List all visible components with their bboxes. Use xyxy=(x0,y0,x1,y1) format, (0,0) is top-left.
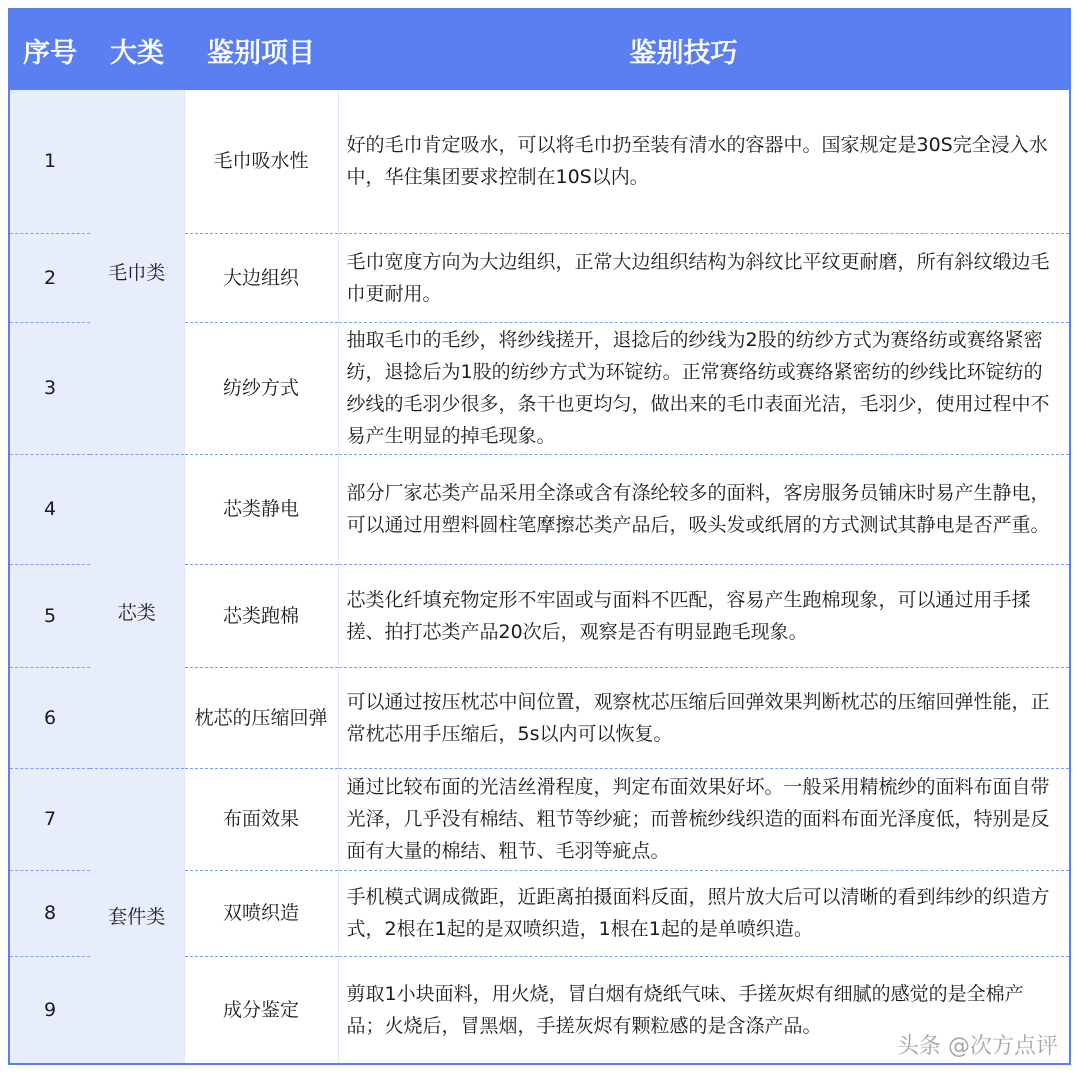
row-tip: 可以通过按压枕芯中间位置，观察枕芯压缩后回弹效果判断枕芯的压缩回弹性能，正常枕芯用手压缩后，5s以内可以恢复。 xyxy=(338,667,1069,768)
row-number: 4 xyxy=(10,454,90,564)
row-item: 芯类跑棉 xyxy=(184,564,338,667)
row-tip: 剪取1小块面料，用火烧，冒白烟有烧纸气味、手搓灰烬有细腻的感觉的是全棉产品；火烧后，冒黑烟，手搓灰烬有颗粒感的是含涤产品。 xyxy=(338,956,1069,1063)
watermark: 头条 @次方点评 xyxy=(897,1034,1058,1059)
row-item: 成分鉴定 xyxy=(184,956,338,1063)
row-number: 5 xyxy=(10,564,90,667)
table-row xyxy=(10,454,1069,564)
header-category: 大类 xyxy=(90,10,184,90)
identification-table-frame xyxy=(8,8,1071,1065)
row-tip: 毛巾宽度方向为大边组织，正常大边组织结构为斜纹比平纹更耐磨，所有斜纹缎边毛巾更耐用。 xyxy=(338,233,1069,322)
row-item: 芯类静电 xyxy=(184,454,338,564)
header-tip: 鉴别技巧 xyxy=(338,10,1069,90)
row-number: 1 xyxy=(10,90,90,233)
row-tip: 通过比较布面的光洁丝滑程度，判定布面效果好坏。一般采用精梳纱的面料布面自带光泽，几乎没有棉结、粗节等纱疵；而普梳纱线织造的面料布面光泽度低，特别是反面有大量的棉结、粗节、毛羽等疵点。 xyxy=(338,768,1069,870)
row-item: 大边组织 xyxy=(184,233,338,322)
row-number: 3 xyxy=(10,322,90,454)
row-item: 布面效果 xyxy=(184,768,338,870)
row-number: 6 xyxy=(10,667,90,768)
row-number: 7 xyxy=(10,768,90,870)
row-number: 9 xyxy=(10,956,90,1063)
row-item: 纺纱方式 xyxy=(184,322,338,454)
table-row xyxy=(10,90,1069,233)
row-number: 8 xyxy=(10,870,90,956)
row-tip: 好的毛巾肯定吸水，可以将毛巾扔至装有清水的容器中。国家规定是30S完全浸入水中，华住集团要求控制在10S以内。 xyxy=(338,90,1069,233)
row-tip: 抽取毛巾的毛纱，将纱线搓开，退捻后的纱线为2股的纺纱方式为赛络纺或赛络紧密纺，退捻后为1股的纺纱方式为环锭纺。正常赛络纺或赛络紧密纺的纱线比环锭纺的纱线的毛羽少很多，条干也更均匀，做出来的毛巾表面光洁，毛羽少，使用过程中不易产生明显的掉毛现象。 xyxy=(338,322,1069,454)
category-towel: 毛巾类 xyxy=(90,90,184,454)
row-tip: 部分厂家芯类产品采用全涤或含有涤纶较多的面料，客房服务员铺床时易产生静电，可以通过用塑料圆柱笔摩擦芯类产品后，吸头发或纸屑的方式测试其静电是否严重。 xyxy=(338,454,1069,564)
row-number: 2 xyxy=(10,233,90,322)
category-set: 套件类 xyxy=(90,768,184,1063)
table-body xyxy=(10,90,1069,1063)
header-item: 鉴别项目 xyxy=(184,10,338,90)
row-tip: 手机模式调成微距，近距离拍摄面料反面，照片放大后可以清晰的看到纬纱的织造方式，2根在1起的是双喷织造，1根在1起的是单喷织造。 xyxy=(338,870,1069,956)
row-tip: 芯类化纤填充物定形不牢固或与面料不匹配，容易产生跑棉现象，可以通过用手揉搓、拍打芯类产品20次后，观察是否有明显跑毛现象。 xyxy=(338,564,1069,667)
row-item: 双喷织造 xyxy=(184,870,338,956)
row-item: 枕芯的压缩回弹 xyxy=(184,667,338,768)
header-no: 序号 xyxy=(10,10,90,90)
table-row xyxy=(10,768,1069,870)
table-header xyxy=(10,10,1069,90)
row-item: 毛巾吸水性 xyxy=(184,90,338,233)
category-core: 芯类 xyxy=(90,454,184,768)
identification-table xyxy=(10,10,1069,1063)
